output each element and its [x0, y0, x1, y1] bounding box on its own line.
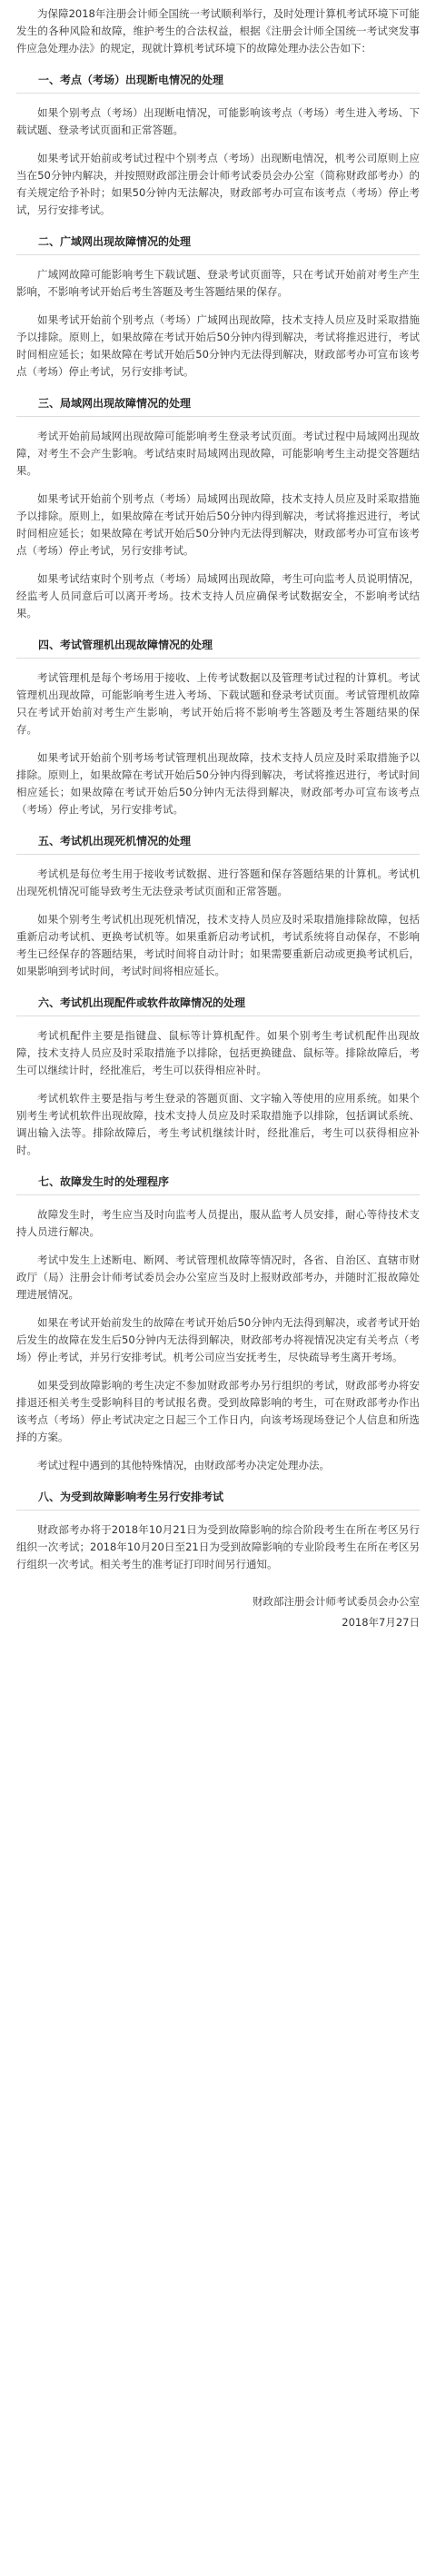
issue-date: 2018年7月27日	[342, 1616, 420, 1629]
section-title: 五、考试机出现死机情况的处理	[16, 833, 420, 855]
signature: 财政部注册会计师考试委员会办公室	[253, 1595, 420, 1608]
intro-paragraph: 为保障2018年注册会计师全国统一考试顺利举行，及时处理计算机考试环境下可能发生的各种风险和故障，维护考生的合法权益，根据《注册会计师全国统一考试突发事件应急处理办法》的规定，现就计算机考试环境下的故障处理办法公告如下：	[16, 7, 420, 54]
section-title: 二、广域网出现故障情况的处理	[16, 233, 420, 255]
section-1	[16, 72, 420, 219]
section-paragraph: 如果考试结束时个别考点（考场）局域网出现故障，考生可向监考人员说明情况，经监考人员同意后可以离开考场。技术支持人员应确保考试数据安全，不影响考试结果。	[16, 572, 420, 619]
section-paragraph: 考试机软件主要是指与考生登录的答题页面、文字输入等使用的应用系统。如果个别考生考试机软件出现故障，技术支持人员应及时采取措施予以排除，包括调试系统、调出输入法等。排除故障后，考生考试机继续计时，经批准后，考生可以获得相应补时。	[16, 1092, 420, 1156]
section-paragraph: 财政部考办将于2018年10月21日为受到故障影响的综合阶段考生在所在考区另行组织一次考试；2018年10月20日至21日为受到故障影响的专业阶段考生在所在考区另行组织一次考试。相关考生的准考证打印时间另行通知。	[16, 1523, 420, 1570]
section-2	[16, 233, 420, 381]
section-paragraph: 考试开始前局域网出现故障可能影响考生登录考试页面。考试过程中局域网出现故障，对考生不会产生影响。考试结束时局域网出现故障，可能影响考生主动提交答题结果。	[16, 430, 420, 477]
section-title: 七、故障发生时的处理程序	[16, 1174, 420, 1195]
section-title: 六、考试机出现配件或软件故障情况的处理	[16, 995, 420, 1016]
section-8	[16, 1489, 420, 1573]
section-paragraph: 考试机配件主要是指键盘、鼠标等计算机配件。如果个别考生考试机配件出现故障，技术支持人员应及时采取措施予以排除，包括更换键盘、鼠标等。排除故障后，考生可以继续计时，经批准后，考生可以获得相应补时。	[16, 1029, 420, 1076]
section-title: 一、考点（考场）出现断电情况的处理	[16, 72, 420, 94]
section-paragraph: 如果在考试开始前发生的故障在考试开始后50分钟内无法得到解决，或者考试开始后发生的故障在发生后50分钟内无法得到解决，财政部考办将视情况决定有关考点（考场）停止考试，并另行安排考试。机考公司应当安抚考生，尽快疏导考生离开考场。	[16, 1316, 420, 1363]
section-paragraph: 考试过程中遇到的其他特殊情况，由财政部考办决定处理办法。	[37, 1459, 330, 1471]
section-paragraph: 如果考试开始前个别考点（考场）局域网出现故障，技术支持人员应及时采取措施予以排除。原则上，如果故障在考试开始后50分钟内得到解决，考试将推迟进行，考试时间相应延长；如果故障在考试开始后50分钟内无法得到解决，财政部考办可宣布该考点（考场）停止考试，另行安排考试。	[16, 492, 420, 557]
section-paragraph: 考试机是每位考生用于接收考试数据、进行答题和保存答题结果的计算机。考试机出现死机情况可能导致考生无法登录考试页面和正常答题。	[16, 867, 420, 897]
section-paragraph: 如果考试开始前或考试过程中个别考点（考场）出现断电情况，机考公司原则上应当在50分钟内解决，并按照财政部注册会计师考试委员会办公室（简称财政部考办）的有关规定给予补时；如果50分钟内无法解决，财政部考办可宣布该考点（考场）停止考试，另行安排考试。	[16, 152, 420, 216]
section-paragraph: 如果考试开始前个别考场考试管理机出现故障，技术支持人员应及时采取措施予以排除。原则上，如果故障在考试开始后50分钟内得到解决，考试将推迟进行，考试时间相应延长；如果故障在考试开始后50分钟内无法得到解决，财政部考办可宣布该考点（考场）停止考试，另行安排考试。	[16, 751, 420, 816]
section-6	[16, 995, 420, 1159]
section-title: 三、局域网出现故障情况的处理	[16, 395, 420, 417]
section-5	[16, 833, 420, 980]
section-paragraph: 考试管理机是每个考场用于接收、上传考试数据以及管理考试过程的计算机。考试管理机出现故障，可能影响考生进入考场、下载试题和登录考试页面。考试管理机故障只在考试开始前对考生产生影响，考试开始后将不影响考生答题及考生答题结果的保存。	[16, 671, 420, 736]
section-7	[16, 1174, 420, 1474]
section-4	[16, 637, 420, 818]
section-paragraph: 如果个别考点（考场）出现断电情况，可能影响该考点（考场）考生进入考场、下载试题、登录考试页面和正常答题。	[16, 106, 420, 136]
section-3	[16, 395, 420, 622]
section-paragraph: 广域网故障可能影响考生下载试题、登录考试页面等，只在考试开始前对考生产生影响，不影响考试开始后考生答题及考生答题结果的保存。	[16, 268, 420, 298]
section-paragraph: 考试中发生上述断电、断网、考试管理机故障等情况时，各省、自治区、直辖市财政厅（局）注册会计师考试委员会办公室应当及时上报财政部考办，并随时汇报故障处理进展情况。	[16, 1253, 420, 1301]
section-paragraph: 如果个别考生考试机出现死机情况，技术支持人员应及时采取措施排除故障，包括重新启动考试机、更换考试机等。如果重新启动考试机，考试系统将自动保存，不影响考生已经保存的答题结果，考试时间将自动计时；如果需要重新启动或更换考试机后，如果影响到考试时间，考试时间将相应延长。	[16, 913, 420, 977]
section-title: 四、考试管理机出现故障情况的处理	[16, 637, 420, 659]
section-paragraph: 故障发生时，考生应当及时向监考人员提出，服从监考人员安排，耐心等待技术支持人员进行解决。	[16, 1208, 420, 1238]
section-paragraph: 如果受到故障影响的考生决定不参加财政部考办另行组织的考试，财政部考办将安排退还相关考生受影响科目的考试报名费。受到故障影响的考生，可在财政部考办作出该考点（考场）停止考试决定之日起三个工作日内，向该考场现场登记个人信息和所选择的方案。	[16, 1379, 420, 1443]
section-title: 八、为受到故障影响考生另行安排考试	[16, 1489, 420, 1511]
section-paragraph: 如果考试开始前个别考点（考场）广域网出现故障，技术支持人员应及时采取措施予以排除。原则上，如果故障在考试开始后50分钟内得到解决，考试将推迟进行，考试时间相应延长；如果故障在考试开始后50分钟内无法得到解决，财政部考办可宣布该考点（考场）停止考试，另行安排考试。	[16, 313, 420, 378]
